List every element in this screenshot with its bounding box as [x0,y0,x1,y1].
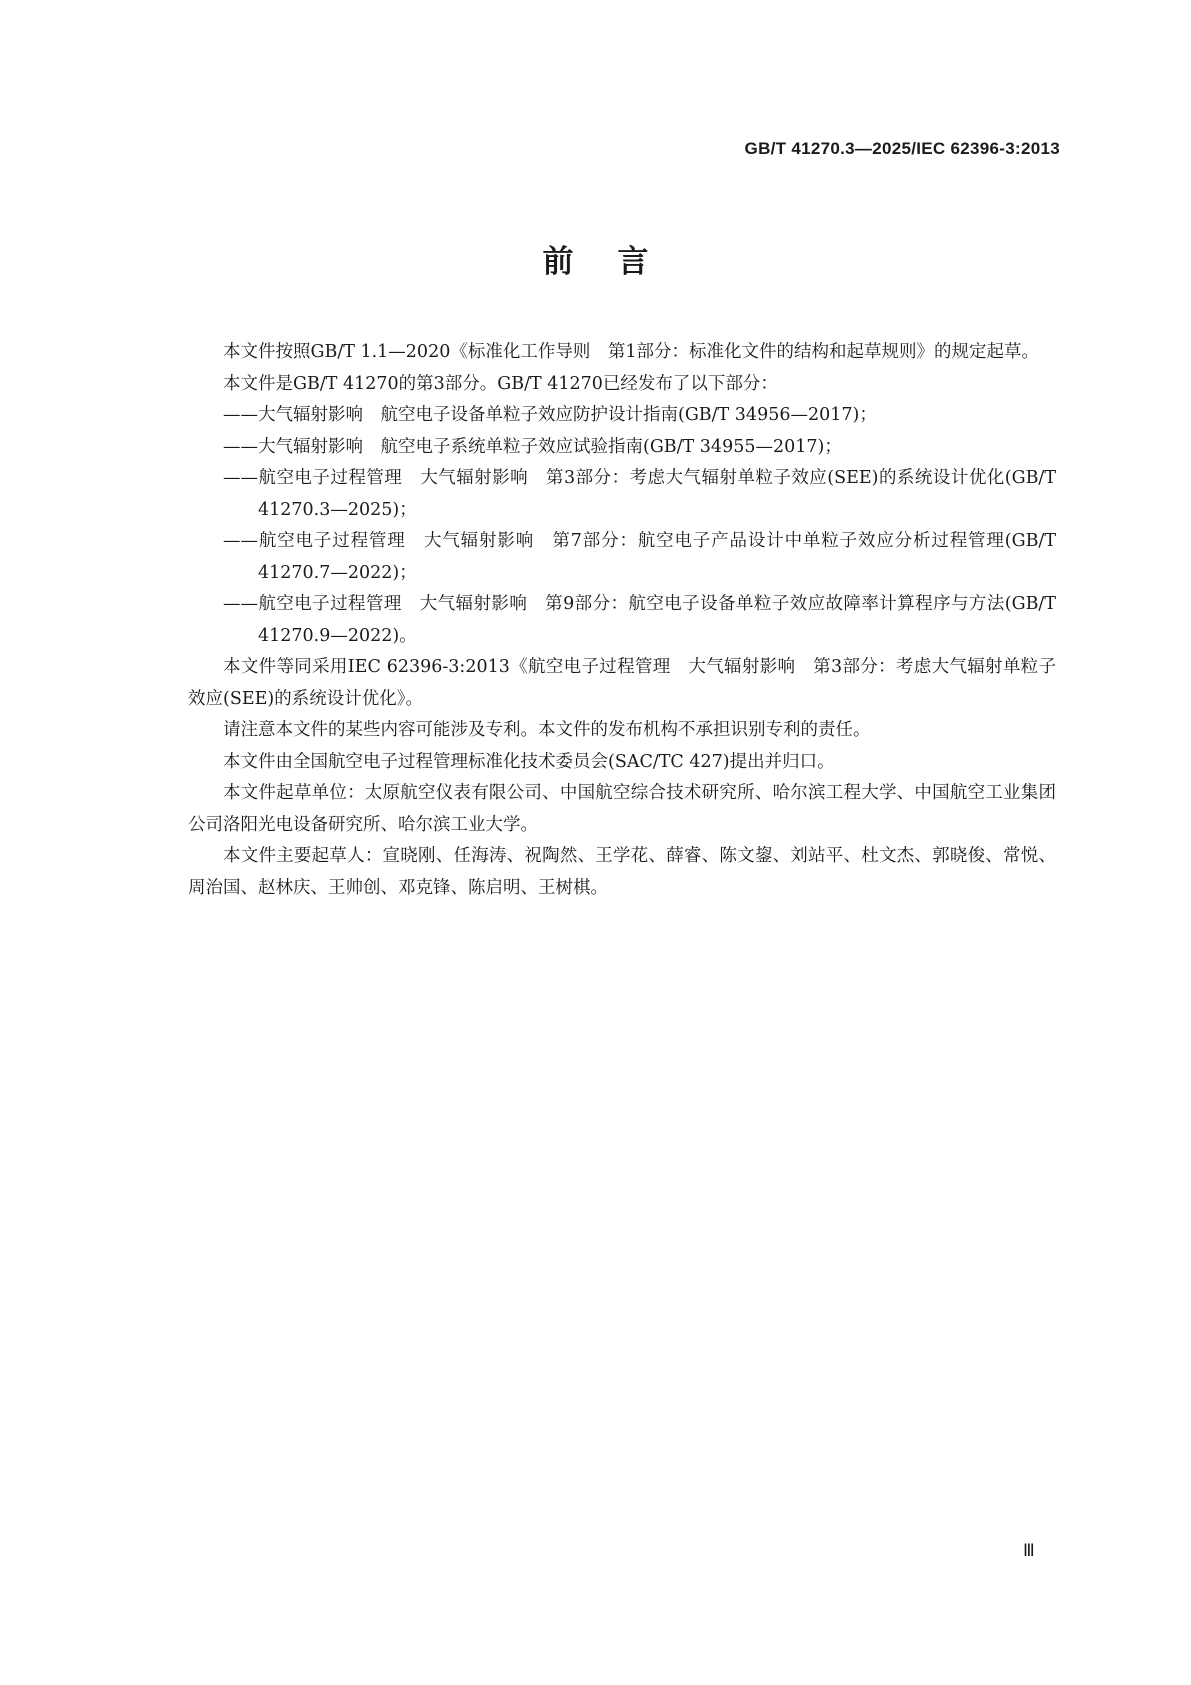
paragraph-patent-notice: 请注意本文件的某些内容可能涉及专利。本文件的发布机构不承担识别专利的责任。 [223,720,871,740]
paragraph-drafters: 本文件主要起草人：宣晓刚、任海涛、祝陶然、王学花、薛睿、陈文鋆、刘站平、杜文杰、郭晓俊、常悦、周治国、赵林庆、王帅创、邓克锋、陈启明、王树棋。 [188,846,1056,898]
paragraph-drafting-rules: 本文件按照GB/T 1.1—2020《标准化工作导则 第1部分：标准化文件的结构和起草规则》的规定起草。 [223,342,1039,362]
list-item: ——航空电子过程管理 大气辐射影响 第9部分：航空电子设备单粒子效应故障率计算程序与方法(GB/T 41270.9—2022)。 [223,594,1056,646]
page-number: Ⅲ [1023,1541,1035,1560]
list-item: ——大气辐射影响 航空电子系统单粒子效应试验指南(GB/T 34955—2017)； [223,436,842,457]
list-item: ——航空电子过程管理 大气辐射影响 第3部分：考虑大气辐射单粒子效应(SEE)的系统设计优化(GB/T 41270.3—2025)； [223,468,1056,520]
page-title: 前言 [542,244,693,280]
paragraph-drafting-units: 本文件起草单位：太原航空仪表有限公司、中国航空综合技术研究所、哈尔滨工程大学、中国航空工业集团公司洛阳光电设备研究所、哈尔滨工业大学。 [188,783,1056,835]
paragraph-equivalence: 本文件等同采用IEC 62396-3:2013《航空电子过程管理 大气辐射影响 第3部分：考虑大气辐射单粒子效应(SEE)的系统设计优化》。 [188,657,1056,709]
list-item: ——航空电子过程管理 大气辐射影响 第7部分：航空电子产品设计中单粒子效应分析过程管理(GB/T 41270.7—2022)； [223,531,1056,583]
paragraph-proposer: 本文件由全国航空电子过程管理标准化技术委员会(SAC/TC 427)提出并归口。 [223,751,835,772]
list-item: ——大气辐射影响 航空电子设备单粒子效应防护设计指南(GB/T 34956—2017)； [223,405,877,425]
standard-code: GB/T 41270.3—2025/IEC 62396-3:2013 [744,139,1060,158]
paragraph-part-info: 本文件是GB/T 41270的第3部分。GB/T 41270已经发布了以下部分： [223,373,778,394]
foreword-body [188,337,1056,904]
